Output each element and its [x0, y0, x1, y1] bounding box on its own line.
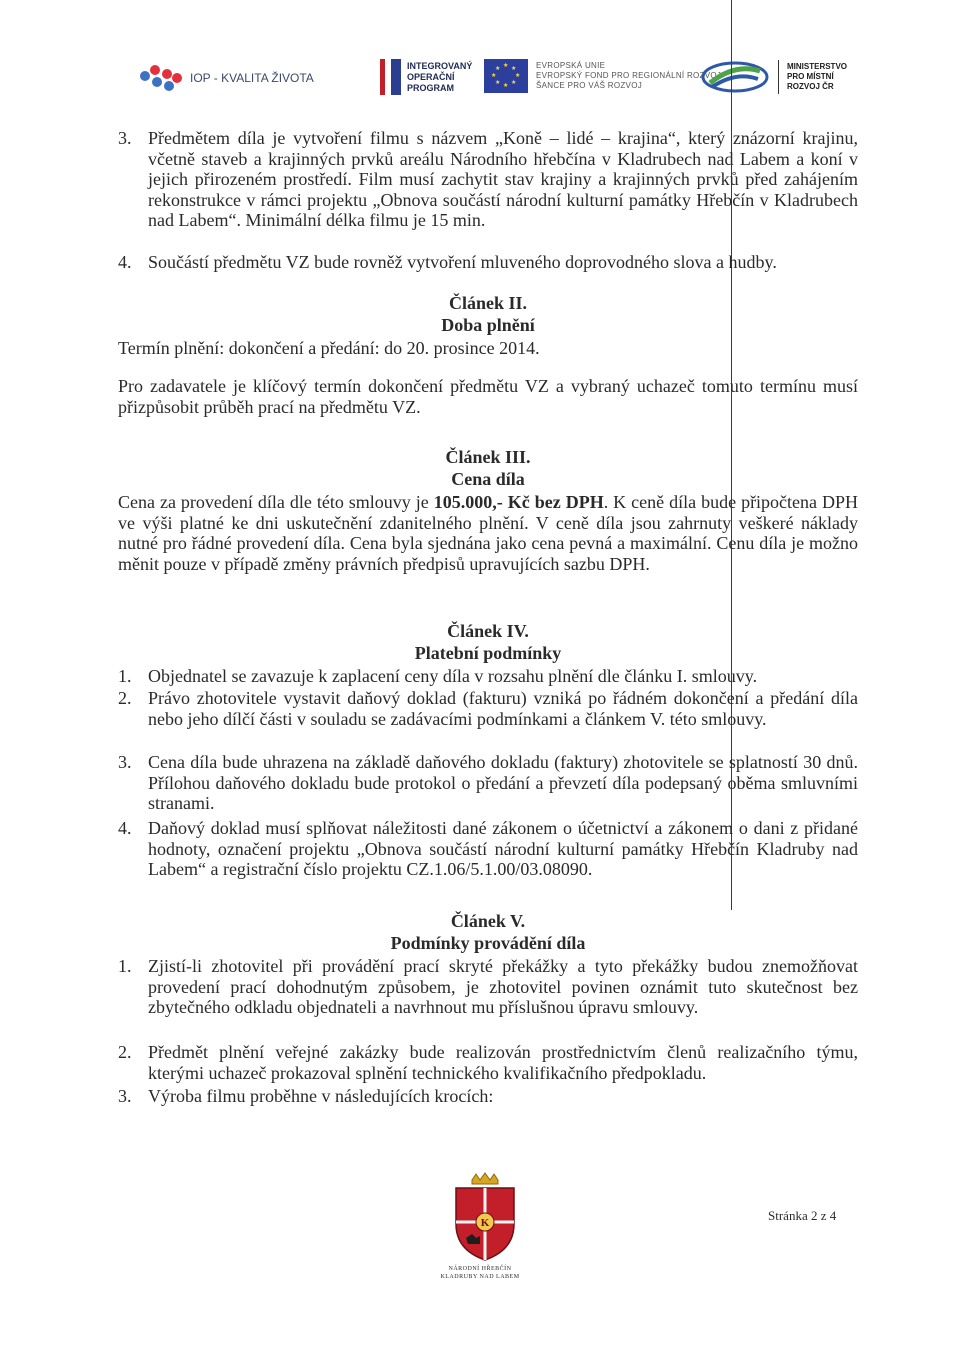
article-4-subtitle: Platební podmínky [414, 643, 562, 663]
list-item: 1. Objednatel se zavazuje k zaplacení ceny díla v rozsahu plnění dle článku I. smlouvy. [118, 666, 758, 686]
list-item: 2. Předmět plnění veřejné zakázky bude realizován prostřednictvím členů realizačního týmu, kterými uchazeč prokazoval splnění technického kvalifikačního předpokladu. [118, 1042, 858, 1083]
page-number: Stránka 2 z 4 [768, 1208, 837, 1223]
hrebcin-crest-logo [450, 1172, 520, 1262]
article-3-title: Článek III. [445, 447, 531, 467]
ministry-logo: MINISTERSTVO PRO MÍSTNÍ ROZVOJ ČR [700, 57, 847, 97]
article-3-paragraph: Cena za provedení díla dle této smlouvy je 105.000,- Kč bez DPH. K ceně díla bude připočtena DPH ve výši platné ke dni uskutečnění zdanitelného plnění. V ceně díla jsou zahrnuty veškeré náklady nutné pro řádné provedení díla. Cena byla sjednána jako cena pevná a maximální. Cenu díla je možno měnit pouze v případě změny právních předpisů upravujících sazbu DPH. [118, 492, 859, 574]
article-3-subtitle: Cena díla [451, 469, 525, 489]
list-item: 4. Součástí předmětu VZ bude rovněž vytvoření mluveného doprovodného slova a hudby. [118, 252, 777, 272]
article-2-title: Článek II. [448, 293, 528, 313]
page-header [0, 55, 960, 105]
list-item: 3. Předmětem díla je vytvoření filmu s názvem „Koně – lidé – krajina“, který znázorní krajinu, včetně staveb a krajinných prvků areálu Národního hřebčína v Kladrubech nad Labem a koní v jejich přirozeném prostředí. Film musí zachytit stav krajiny a krajinných prvků před zahájením rekonstrukce v rámci projektu „Obnova součástí národní kulturní památky Hřebčín v Kladrubech nad Labem“. Minimální délka filmu je 15 min. [118, 128, 858, 230]
article-4-title: Článek IV. [447, 621, 529, 641]
integrovany-program-logo: INTEGROVANÝ OPERAČNÍ PROGRAM [380, 59, 472, 95]
list-item: 3. Výroba filmu proběhne v následujících krocích: [118, 1086, 494, 1106]
eu-flag-icon: ★ ★ ★ ★ ★ ★ ★ ★ [484, 59, 528, 93]
list-item: 4. Daňový doklad musí splňovat náležitosti dané zákonem o účetnictví a zákonem o dani z přidané hodnoty, označení projektu „Obnova součástí národní kulturní památky Hřebčín Kladruby nad Labem“ a registrační číslo projektu CZ.1.06/5.1.00/03.08090. [118, 818, 858, 879]
article-2-subtitle: Doba plnění [441, 315, 535, 335]
list-item: 2. Právo zhotovitele vystavit daňový doklad (fakturu) vzniká po řádném dokončení a předání díla nebo jeho dílčí části v souladu se zadávacími podmínkami a článkem V. této smlouvy. [118, 688, 858, 729]
list-item: 3. Cena díla bude uhrazena na základě daňového dokladu (faktury) zhotovitele se splatností 30 dnů. Přílohou daňového dokladu bude protokol o předání a převzetí díla podepsaný oběma smluvními stranami. [118, 752, 858, 813]
iop-logo [140, 63, 314, 93]
iop-dots-icon [140, 63, 182, 93]
iop-label: IOP - KVALITA ŽIVOTA [190, 71, 314, 85]
list-item: 1. Zjistí-li zhotovitel při provádění prací skryté překážky a tyto překážky budou znemožňovat provedení prací dohodnutým způsobem, je zhotovitel povinen oznámit tuto skutečnost bez zbytečného odkladu objednateli a navrhnout mu příslušnou úpravu smlouvy. [118, 956, 858, 1017]
eu-logo: ★ ★ ★ ★ ★ ★ ★ ★ EVROPSKÁ UNIE EVROPSKÝ FOND PRO REGIONÁLNÍ ROZVOJ ŠANCE PRO VÁŠ ROZVOJ [484, 59, 721, 93]
ministry-emblem-icon [700, 57, 770, 97]
article-5-title: Článek V. [450, 911, 526, 931]
article-2-term: Termín plnění: dokončení a předání: do 20. prosince 2014. [118, 338, 540, 358]
svg-text:K: K [480, 1217, 490, 1229]
price: 105.000,- Kč bez DPH [433, 492, 604, 512]
article-2-paragraph: Pro zadavatele je klíčový termín dokončení předmětu VZ a vybraný uchazeč tomuto termínu musí přizpůsobit průběh prací na předmětu VZ. [118, 376, 858, 417]
article-5-subtitle: Podmínky provádění díla [390, 933, 586, 953]
crest-caption: NÁRODNÍ HŘEBČÍN KLADRUBY NAD LABEM [440, 1266, 520, 1280]
